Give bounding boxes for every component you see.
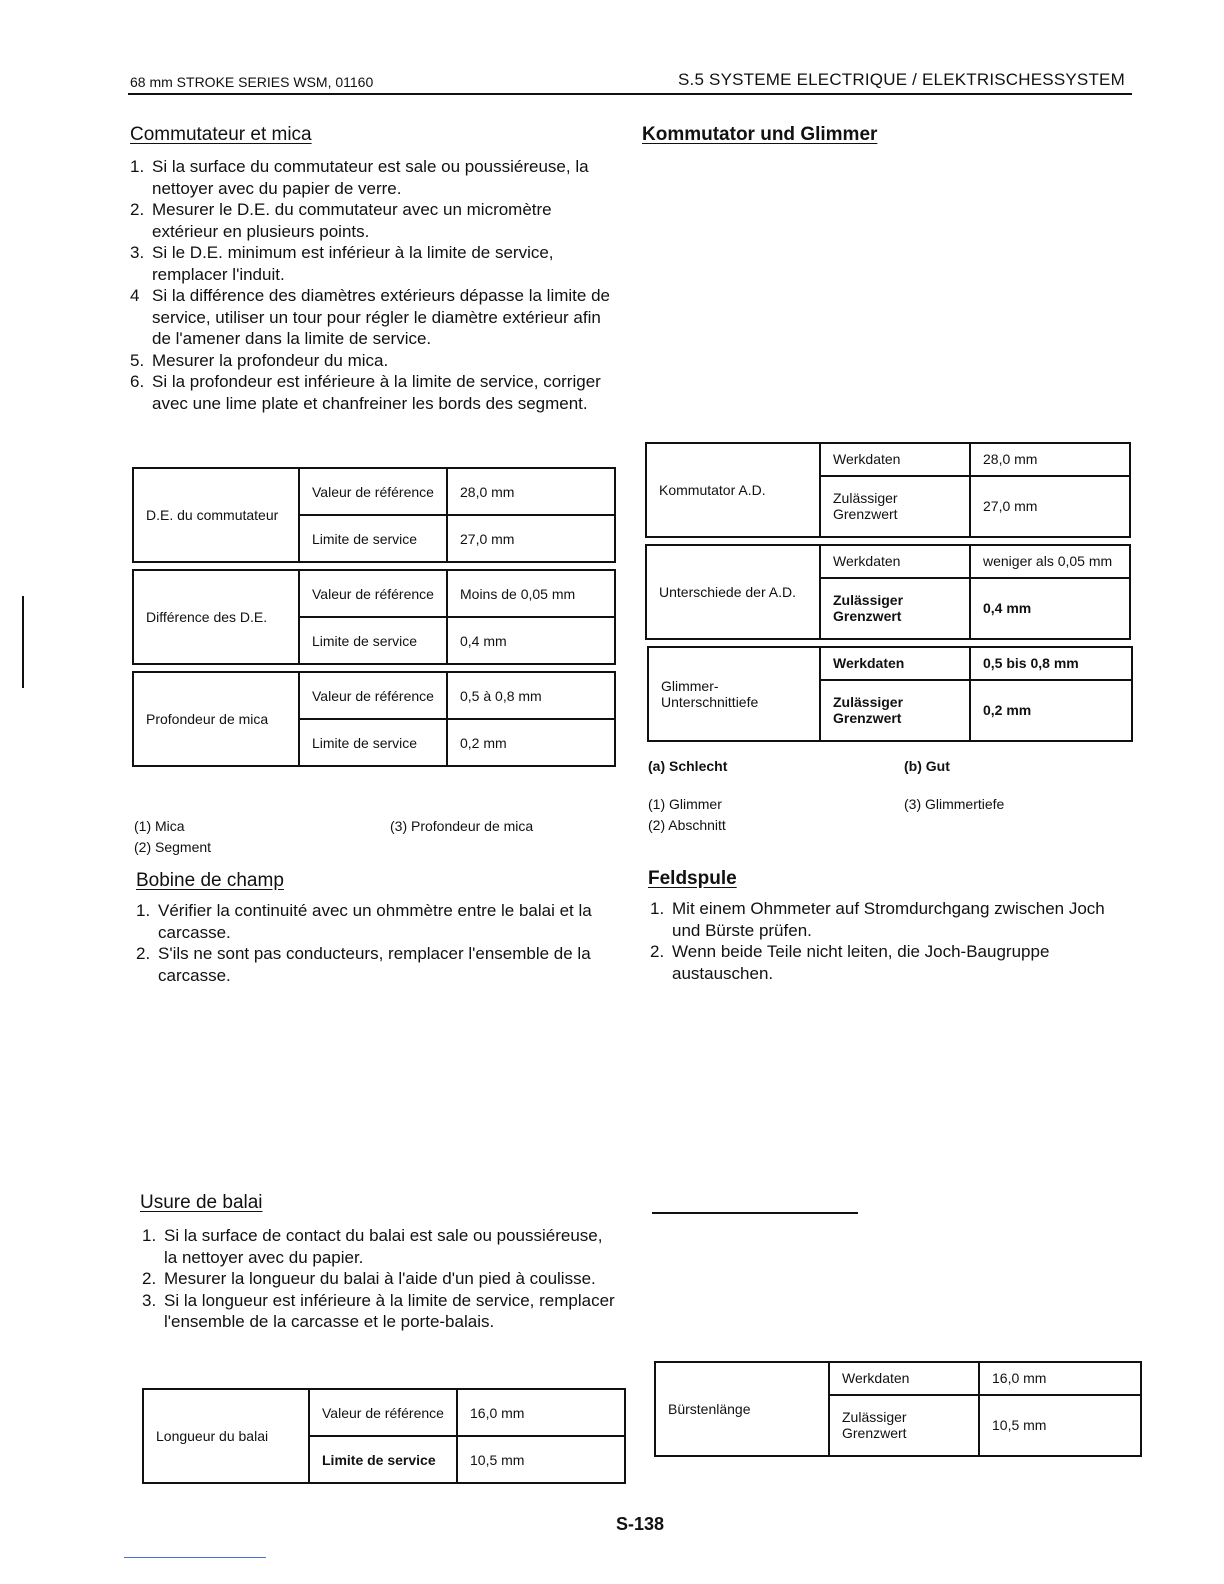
ref-label: Valeur de référence xyxy=(299,672,447,719)
ref-value: 0,5 à 0,8 mm xyxy=(447,672,615,719)
ref-value: 16,0 mm xyxy=(979,1362,1141,1395)
limit-value: 10,5 mm xyxy=(457,1436,625,1483)
list-item: 6. Si la profondeur est inférieure à la limite de service, corriger avec une lime plate et chanfreiner les bords des segment. xyxy=(130,372,601,413)
list-item: 5. Mesurer la profondeur du mica. xyxy=(130,350,389,370)
de-caption-a: (a) Schlecht xyxy=(648,758,728,774)
fr-commutator-title: Commutateur et mica xyxy=(130,124,312,145)
fr-brush-steps xyxy=(142,1225,618,1333)
list-item: 1. Vérifier la continuité avec un ohmmètre entre le balai et la carcasse. xyxy=(136,901,592,942)
limit-value: 0,2 mm xyxy=(447,719,615,766)
fr-brush-title: Usure de balai xyxy=(140,1192,263,1213)
limit-label: Limite de service xyxy=(299,719,447,766)
de-field-coil-title: Feldspule xyxy=(648,868,737,889)
table-row-label: Longueur du balai xyxy=(143,1389,309,1483)
fr-legend-3: (3) Profondeur de mica xyxy=(390,818,534,834)
fr-field-coil-steps xyxy=(136,900,616,986)
ref-label: Valeur de référence xyxy=(309,1389,457,1436)
ref-label: Valeur de référence xyxy=(299,570,447,617)
list-item: 1. Si la surface du commutateur est sale ou poussiéreuse, la nettoyer avec du papier de verre. xyxy=(130,157,589,198)
de-commutator-title: Kommutator und Glimmer xyxy=(642,124,878,145)
ref-value: 16,0 mm xyxy=(457,1389,625,1436)
header-rule xyxy=(128,93,1132,95)
de-caption-b: (b) Gut xyxy=(904,758,950,774)
limit-label: Limite de service xyxy=(299,617,447,664)
limit-label: Limite de service xyxy=(299,515,447,562)
limit-value: 10,5 mm xyxy=(979,1395,1141,1456)
list-item: 4 Si la différence des diamètres extérieurs dépasse la limite de service, utiliser un tour pour régler le diamètre extérieur afin de l'amener dans la limite de service. xyxy=(130,286,610,348)
ref-label: Werkdaten xyxy=(820,545,970,578)
list-item: 2. Mesurer la longueur du balai à l'aide d'un pied à coulisse. xyxy=(142,1269,596,1288)
ref-value: 28,0 mm xyxy=(447,468,615,515)
table-row-label: Différence des D.E. xyxy=(133,570,299,664)
table-row-label: Glimmer-Unterschnittiefe xyxy=(648,647,820,741)
list-item: 1. Mit einem Ohmmeter auf Stromdurchgang zwischen Joch und Bürste prüfen. xyxy=(650,899,1105,940)
list-item: 2. S'ils ne sont pas conducteurs, remplacer l'ensemble de la carcasse. xyxy=(136,944,591,985)
fr-legend-2: (2) Segment xyxy=(134,839,212,855)
ref-value: 28,0 mm xyxy=(970,443,1130,476)
fr-spec-table-brush xyxy=(142,1388,626,1484)
limit-label: Zulässiger Grenzwert xyxy=(820,578,970,639)
ref-label: Werkdaten xyxy=(820,647,970,680)
list-item: 3. Si le D.E. minimum est inférieur à la limite de service, remplacer l'induit. xyxy=(130,243,554,284)
limit-label: Limite de service xyxy=(309,1436,457,1483)
ref-label: Valeur de référence xyxy=(299,468,447,515)
footer-blue-rule xyxy=(124,1557,266,1558)
limit-value: 27,0 mm xyxy=(447,515,615,562)
table-row-label: D.E. du commutateur xyxy=(133,468,299,562)
ref-value: weniger als 0,05 mm xyxy=(970,545,1130,578)
table-row-label: Bürstenlänge xyxy=(655,1362,829,1456)
table-row-label: Profondeur de mica xyxy=(133,672,299,766)
list-item: 1. Si la surface de contact du balai est sale ou poussiéreuse, la nettoyer avec du papier. xyxy=(142,1226,603,1267)
de-spec-table-mica xyxy=(647,646,1133,742)
fr-spec-table-mica xyxy=(132,671,616,767)
list-item: 3. Si la longueur est inférieure à la limite de service, remplacer l'ensemble de la carcasse et le porte-balais. xyxy=(142,1290,615,1331)
fr-field-coil-title: Bobine de champ xyxy=(136,870,284,891)
limit-value: 0,4 mm xyxy=(447,617,615,664)
table-row-label: Unterschiede der A.D. xyxy=(646,545,820,639)
list-item: 2. Mesurer le D.E. du commutateur avec un micromètre extérieur en plusieurs points. xyxy=(130,200,552,241)
de-legend-2: (2) Abschnitt xyxy=(648,817,726,833)
table-row-label: Kommutator A.D. xyxy=(646,443,820,537)
list-item: 2. Wenn beide Teile nicht leiten, die Joch-Baugruppe austauschen. xyxy=(650,942,1050,983)
de-spec-table-od xyxy=(645,442,1131,538)
de-legend-3: (3) Glimmertiefe xyxy=(904,796,1005,812)
header-right: S.5 SYSTEME ELECTRIQUE / ELEKTRISCHESSYSTEM xyxy=(678,70,1125,89)
limit-value: 0,2 mm xyxy=(970,680,1132,741)
de-legend-1: (1) Glimmer xyxy=(648,796,722,812)
header-left: 68 mm STROKE SERIES WSM, 01160 xyxy=(130,74,374,90)
limit-label: Zulässiger Grenzwert xyxy=(829,1395,979,1456)
limit-value: 27,0 mm xyxy=(970,476,1130,537)
de-spec-table-brush xyxy=(654,1361,1142,1457)
fr-spec-table-diff xyxy=(132,569,616,665)
ref-value: Moins de 0,05 mm xyxy=(447,570,615,617)
de-spec-table-diff xyxy=(645,544,1131,640)
fr-legend-1: (1) Mica xyxy=(134,818,185,834)
margin-change-bar xyxy=(22,596,24,688)
de-brush-title-rule xyxy=(652,1212,858,1214)
de-field-coil-steps xyxy=(650,898,1134,984)
fr-spec-table-od xyxy=(132,467,616,563)
fr-commutator-steps xyxy=(130,156,610,414)
limit-label: Zulässiger Grenzwert xyxy=(820,680,970,741)
limit-label: Zulässiger Grenzwert xyxy=(820,476,970,537)
page-number: S-138 xyxy=(616,1514,665,1534)
ref-label: Werkdaten xyxy=(820,443,970,476)
ref-value: 0,5 bis 0,8 mm xyxy=(970,647,1132,680)
limit-value: 0,4 mm xyxy=(970,578,1130,639)
ref-label: Werkdaten xyxy=(829,1362,979,1395)
